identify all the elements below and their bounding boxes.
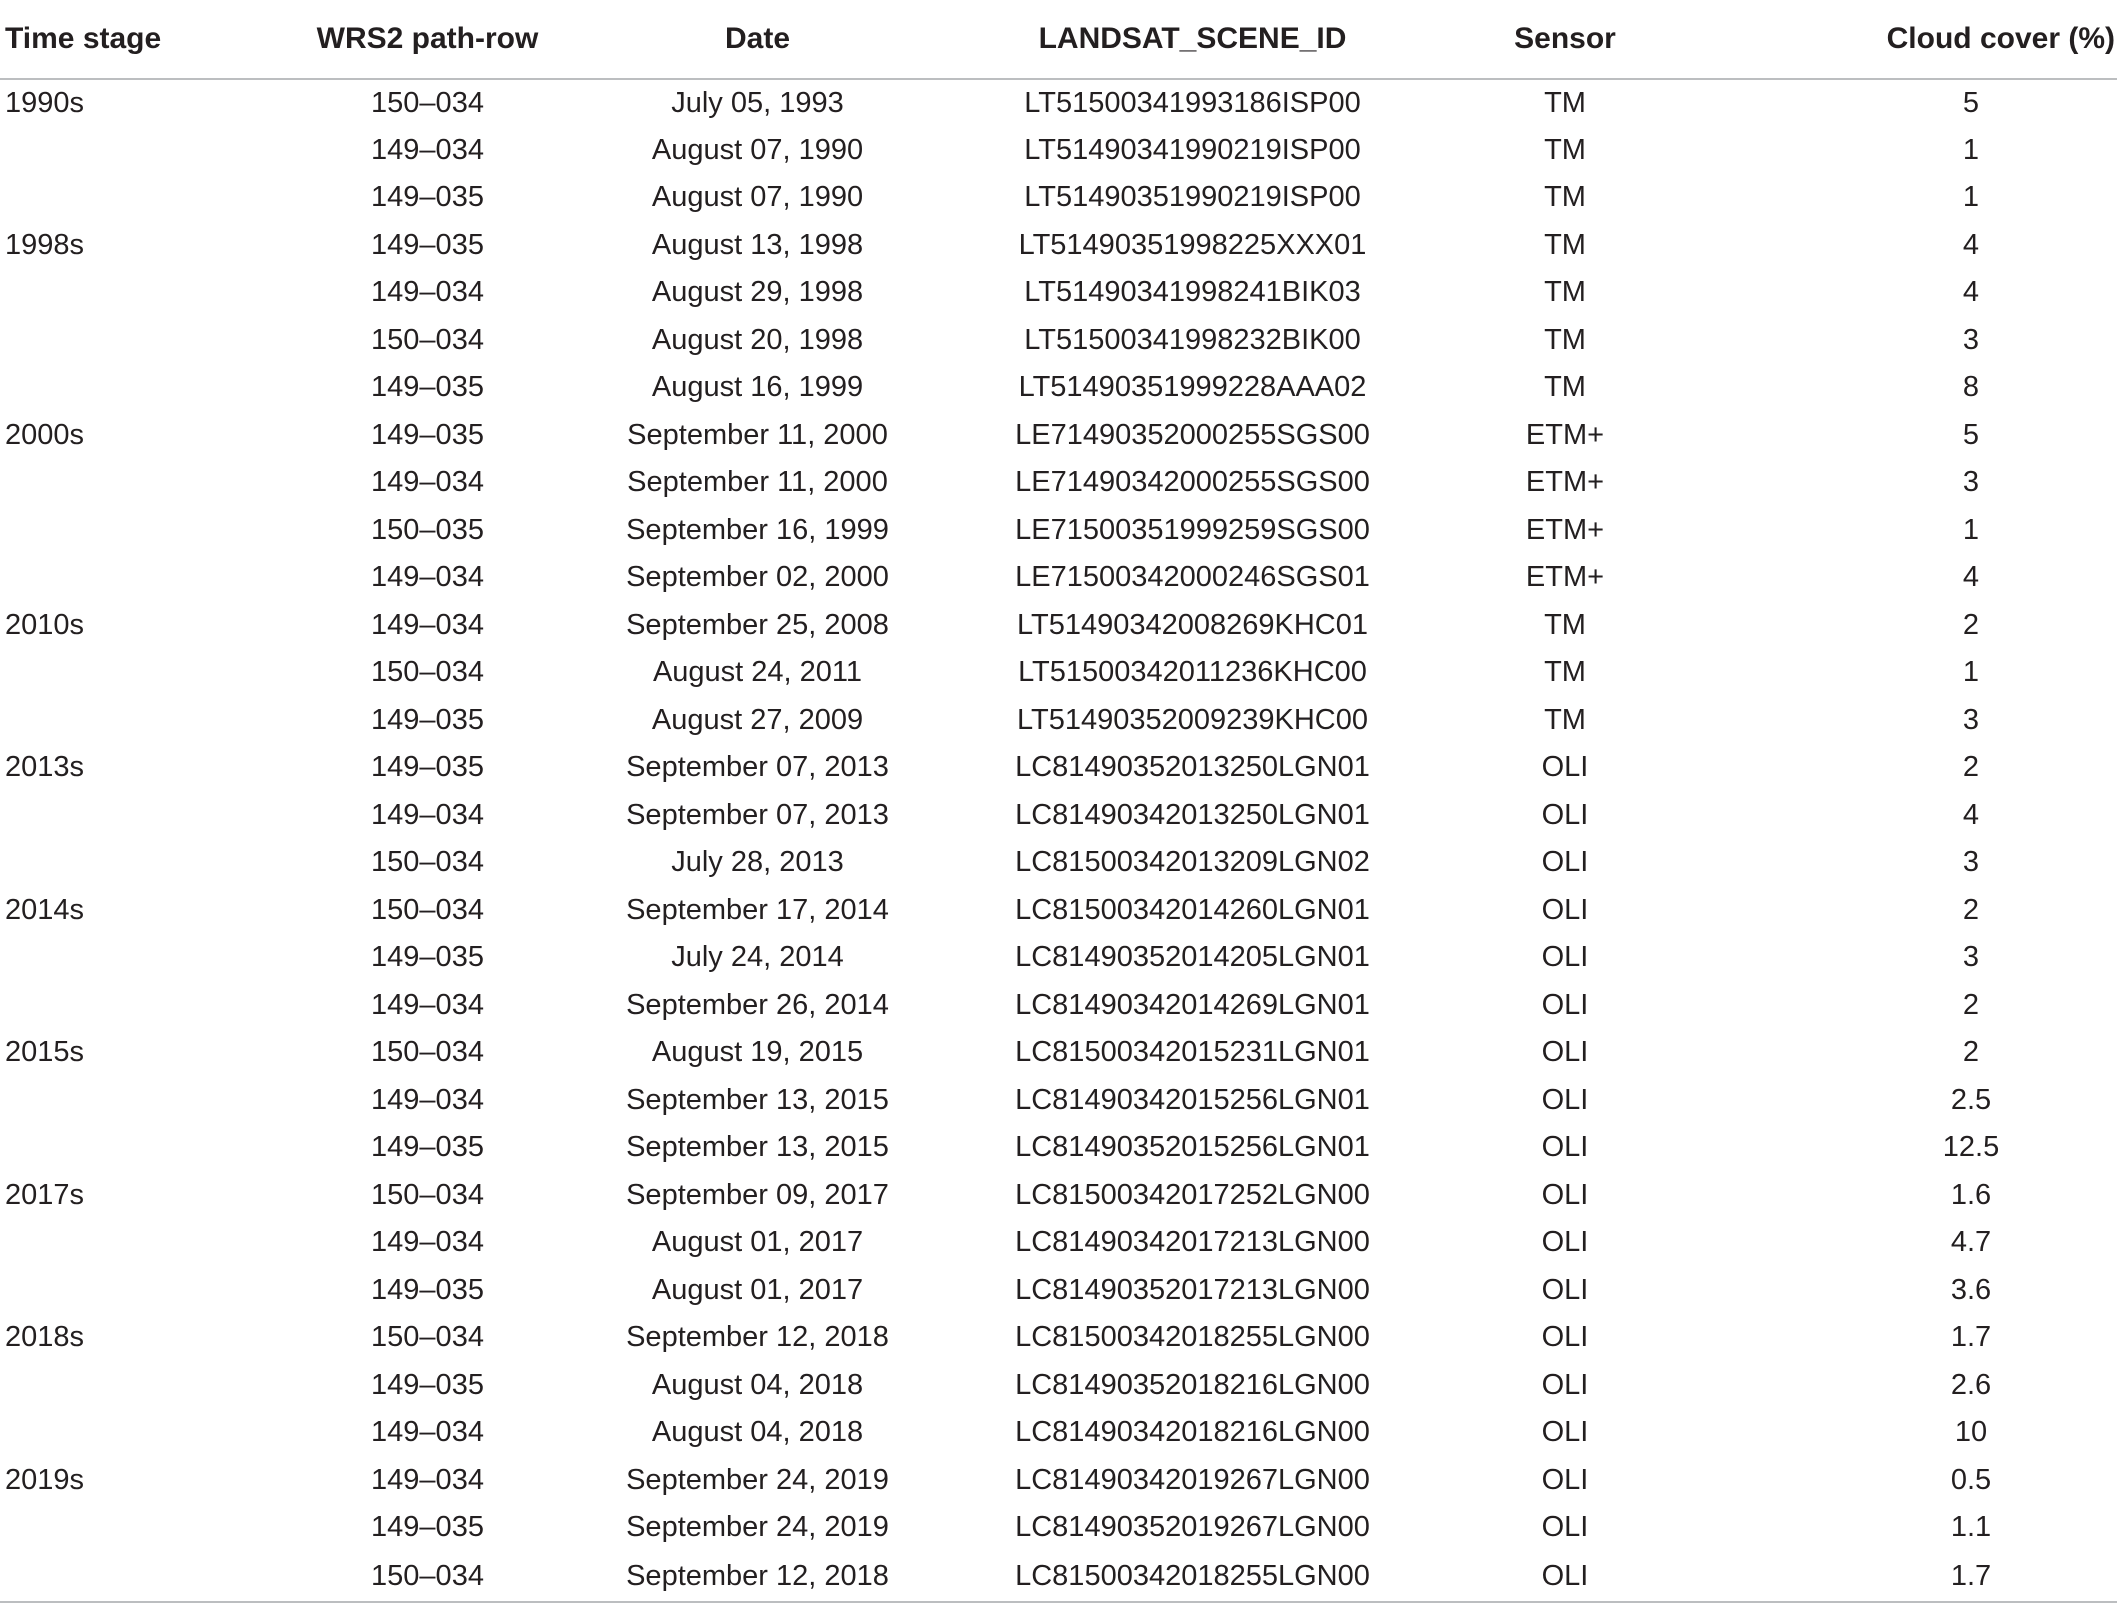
cell-path-row: 149–035 (371, 418, 484, 451)
cell-scene-id: LT51490342008269KHC01 (1017, 608, 1368, 641)
cell-scene-id: LT51490341990219ISP00 (1024, 133, 1361, 166)
cell-path-row: 149–035 (371, 1511, 484, 1544)
header-landsat-scene-id: LANDSAT_SCENE_ID (920, 0, 1465, 79)
table-row (0, 79, 2117, 127)
cell-scene-id: LE71500342000246SGS01 (1015, 561, 1370, 594)
cell-scene-id: LT51490341998241BIK03 (1024, 276, 1361, 309)
cell-date: September 25, 2008 (626, 608, 889, 641)
cell-sensor: OLI (1541, 1131, 1589, 1164)
cell-sensor: OLI (1541, 798, 1589, 831)
table-header (0, 0, 2117, 79)
table-row (0, 1409, 2117, 1457)
cell-cloud-cover: 2 (1962, 751, 1980, 784)
cell-date: September 24, 2019 (626, 1463, 889, 1496)
cell-cloud-cover: 3 (1962, 703, 1980, 736)
cell-time-stage (0, 934, 260, 982)
cell-date: September 17, 2014 (626, 893, 889, 926)
cell-time-stage (0, 1409, 260, 1457)
header-date: Date (595, 0, 920, 79)
cell-time-stage (0, 839, 260, 887)
cell-time-stage (0, 1504, 260, 1552)
cell-date: August 24, 2011 (652, 656, 863, 689)
cell-time-stage: 2019s (5, 1463, 85, 1496)
cell-path-row: 149–035 (371, 1131, 484, 1164)
cell-scene-id: LC81500342018255LGN00 (920, 1552, 1465, 1602)
cell-cloud-cover: 1.7 (1950, 1321, 1992, 1354)
cell-sensor: ETM+ (1525, 513, 1605, 546)
cell-scene-id: LT51490351999228AAA02 (1018, 371, 1367, 404)
cell-path-row: 149–035 (371, 181, 484, 214)
cell-date: July 05, 1993 (671, 86, 844, 119)
cell-scene-id: LC81500342013209LGN02 (1015, 846, 1370, 879)
cell-sensor: OLI (1541, 1178, 1589, 1211)
table-row (0, 982, 2117, 1030)
header-time-stage: Time stage (0, 0, 260, 79)
cell-date: September 16, 1999 (626, 513, 889, 546)
cell-date: September 02, 2000 (626, 561, 889, 594)
cell-cloud-cover: 2.5 (1950, 1083, 1992, 1116)
cell-scene-id: LE71490352000255SGS00 (1015, 418, 1370, 451)
cell-path-row: 150–034 (371, 1321, 484, 1354)
table-row (0, 1457, 2117, 1505)
cell-sensor: ETM+ (1525, 561, 1605, 594)
table-row (0, 887, 2117, 935)
cell-cloud-cover: 4 (1962, 276, 1980, 309)
cell-path-row: 149–034 (371, 1083, 484, 1116)
cell-time-stage (0, 1552, 260, 1602)
cell-path-row: 150–034 (371, 86, 484, 119)
cell-cloud-cover: 1.6 (1950, 1178, 1992, 1211)
cell-cloud-cover: 5 (1962, 418, 1980, 451)
cell-date: August 16, 1999 (651, 371, 864, 404)
cell-path-row: 150–035 (371, 513, 484, 546)
cell-sensor: OLI (1541, 1416, 1589, 1449)
cell-path-row: 150–034 (371, 1036, 484, 1069)
cell-path-row: 149–035 (371, 228, 484, 261)
cell-sensor: OLI (1541, 751, 1589, 784)
table-body (0, 79, 2117, 1602)
cell-scene-id: LT51490351998225XXX01 (1018, 228, 1367, 261)
cell-scene-id: LT51490352009239KHC00 (1017, 703, 1368, 736)
cell-time-stage (0, 649, 260, 697)
cell-scene-id: LC81490352014205LGN01 (1015, 941, 1370, 974)
cell-path-row: 149–035 (371, 941, 484, 974)
cell-path-row: 149–034 (371, 1463, 484, 1496)
cell-sensor: TM (1544, 703, 1586, 736)
cell-sensor: OLI (1541, 846, 1589, 879)
cell-sensor: ETM+ (1525, 466, 1605, 499)
cell-scene-id: LC81490352017213LGN00 (1015, 1273, 1370, 1306)
cell-cloud-cover: 10 (1954, 1416, 1988, 1449)
cell-sensor: OLI (1541, 1321, 1589, 1354)
cell-time-stage: 1990s (5, 86, 85, 119)
cell-date: August 01, 2017 (651, 1273, 864, 1306)
cell-path-row: 150–034 (371, 1178, 484, 1211)
cell-cloud-cover: 4 (1962, 228, 1980, 261)
cell-sensor: TM (1544, 133, 1586, 166)
cell-cloud-cover: 2 (1962, 893, 1980, 926)
cell-date: August 04, 2018 (651, 1368, 864, 1401)
cell-sensor: OLI (1541, 1463, 1589, 1496)
cell-sensor: OLI (1541, 1511, 1589, 1544)
table-row (0, 839, 2117, 887)
cell-path-row: 149–035 (371, 371, 484, 404)
cell-date: September 12, 2018 (626, 1321, 889, 1354)
cell-date: September 26, 2014 (626, 988, 889, 1021)
cell-sensor: OLI (1541, 941, 1589, 974)
table-row (0, 317, 2117, 365)
cell-time-stage: 2010s (5, 608, 85, 641)
cell-date: August 19, 2015 (651, 1036, 864, 1069)
table-row (0, 174, 2117, 222)
cell-scene-id: LE71490342000255SGS00 (1015, 466, 1370, 499)
cell-time-stage: 2014s (5, 893, 85, 926)
table-row (0, 1219, 2117, 1267)
cell-time-stage (0, 1267, 260, 1315)
cell-scene-id: LC81490352015256LGN01 (1015, 1131, 1370, 1164)
cell-date: September 09, 2017 (626, 1178, 889, 1211)
cell-date: September 11, 2000 (627, 418, 888, 451)
cell-path-row: 149–034 (371, 276, 484, 309)
cell-path-row: 149–034 (371, 466, 484, 499)
cell-date: August 27, 2009 (651, 703, 864, 736)
table-row (0, 1172, 2117, 1220)
cell-scene-id: LT51500341993186ISP00 (1024, 86, 1361, 119)
cell-cloud-cover: 8 (1962, 371, 1980, 404)
cell-sensor: ETM+ (1525, 418, 1605, 451)
cell-time-stage (0, 507, 260, 555)
table-row (0, 792, 2117, 840)
cell-path-row: 149–034 (371, 133, 484, 166)
cell-cloud-cover: 4 (1962, 798, 1980, 831)
cell-date: August 07, 1990 (651, 181, 864, 214)
cell-time-stage (0, 1077, 260, 1125)
cell-scene-id: LC81500342015231LGN01 (1015, 1036, 1370, 1069)
cell-path-row: 149–034 (371, 988, 484, 1021)
cell-path-row: 149–035 (371, 703, 484, 736)
table-row (0, 412, 2117, 460)
cell-scene-id: LT51490351990219ISP00 (1024, 181, 1361, 214)
cell-cloud-cover: 1 (1962, 133, 1980, 166)
cell-path-row: 149–035 (371, 1273, 484, 1306)
cell-cloud-cover: 3 (1962, 466, 1980, 499)
cell-cloud-cover: 4 (1962, 561, 1980, 594)
cell-date: September 13, 2015 (626, 1131, 889, 1164)
cell-scene-id: LT51500341998232BIK00 (1024, 323, 1361, 356)
cell-scene-id: LC81490342014269LGN01 (1015, 988, 1370, 1021)
cell-cloud-cover: 1 (1962, 181, 1980, 214)
cell-cloud-cover: 4.7 (1950, 1226, 1992, 1259)
header-row (0, 0, 2117, 79)
cell-sensor: TM (1544, 276, 1586, 309)
table-row (0, 364, 2117, 412)
cell-path-row: 149–034 (371, 1416, 484, 1449)
cell-time-stage (0, 1362, 260, 1410)
table-row (0, 934, 2117, 982)
table-row (0, 554, 2117, 602)
cell-cloud-cover: 3 (1962, 323, 1980, 356)
cell-scene-id: LC81500342014260LGN01 (1015, 893, 1370, 926)
cell-path-row: 149–034 (371, 798, 484, 831)
cell-cloud-cover: 3 (1962, 941, 1980, 974)
table-row (0, 222, 2117, 270)
cell-path-row: 149–034 (371, 608, 484, 641)
cell-scene-id: LC81500342017252LGN00 (1015, 1178, 1370, 1211)
cell-date: September 07, 2013 (626, 751, 889, 784)
cell-time-stage: 2017s (5, 1178, 85, 1211)
header-wrs2-path-row: WRS2 path-row (260, 0, 595, 79)
header-sensor: Sensor (1465, 0, 1665, 79)
cell-cloud-cover: 5 (1962, 86, 1980, 119)
cell-path-row: 149–034 (371, 561, 484, 594)
cell-sensor: TM (1544, 323, 1586, 356)
cell-scene-id: LC81490342019267LGN00 (1015, 1463, 1370, 1496)
cell-date: August 20, 1998 (651, 323, 864, 356)
cell-sensor: OLI (1541, 893, 1589, 926)
cell-cloud-cover: 1.7 (1665, 1552, 2117, 1602)
cell-date: August 01, 2017 (651, 1226, 864, 1259)
cell-path-row: 150–034 (260, 1552, 595, 1602)
cell-time-stage (0, 269, 260, 317)
cell-time-stage (0, 792, 260, 840)
cell-path-row: 150–034 (371, 846, 484, 879)
cell-date: July 24, 2014 (671, 941, 844, 974)
cell-time-stage (0, 1124, 260, 1172)
cell-time-stage: 2000s (5, 418, 85, 451)
cell-sensor: OLI (1465, 1552, 1665, 1602)
cell-path-row: 150–034 (371, 893, 484, 926)
cell-sensor: TM (1544, 608, 1586, 641)
table-row (0, 459, 2117, 507)
cell-scene-id: LT51500342011236KHC00 (1018, 656, 1367, 689)
table-row (0, 1029, 2117, 1077)
cell-sensor: OLI (1541, 988, 1589, 1021)
cell-cloud-cover: 3 (1962, 846, 1980, 879)
table-row (0, 697, 2117, 745)
cell-date: August 29, 1998 (651, 276, 864, 309)
cell-date: September 12, 2018 (595, 1552, 920, 1602)
cell-time-stage (0, 1219, 260, 1267)
cell-scene-id: LC81490342013250LGN01 (1015, 798, 1370, 831)
cell-cloud-cover: 1 (1962, 656, 1980, 689)
table-row (0, 744, 2117, 792)
cell-date: September 24, 2019 (626, 1511, 889, 1544)
cell-cloud-cover: 1.1 (1950, 1511, 1992, 1544)
table-row (0, 1077, 2117, 1125)
cell-time-stage: 2018s (5, 1321, 85, 1354)
table-row (0, 1124, 2117, 1172)
cell-scene-id: LC81500342018255LGN00 (1015, 1321, 1370, 1354)
table-row (0, 1267, 2117, 1315)
cell-sensor: OLI (1541, 1036, 1589, 1069)
cell-sensor: TM (1544, 86, 1586, 119)
cell-sensor: OLI (1541, 1368, 1589, 1401)
cell-sensor: OLI (1541, 1273, 1589, 1306)
table-row (0, 1552, 2117, 1602)
cell-time-stage: 2015s (5, 1036, 85, 1069)
cell-sensor: TM (1544, 228, 1586, 261)
cell-time-stage (0, 554, 260, 602)
table-row (0, 649, 2117, 697)
table-row (0, 1314, 2117, 1362)
table-row (0, 1504, 2117, 1552)
header-cloud-cover: Cloud cover (%) (1665, 0, 2117, 79)
cell-cloud-cover: 0.5 (1950, 1463, 1992, 1496)
table-row (0, 507, 2117, 555)
cell-sensor: OLI (1541, 1083, 1589, 1116)
cell-path-row: 150–034 (371, 323, 484, 356)
cell-cloud-cover: 2.6 (1950, 1368, 1992, 1401)
cell-date: August 07, 1990 (651, 133, 864, 166)
cell-scene-id: LC81490342018216LGN00 (1015, 1416, 1370, 1449)
cell-date: September 13, 2015 (626, 1083, 889, 1116)
cell-sensor: TM (1544, 181, 1586, 214)
cell-cloud-cover: 1 (1962, 513, 1980, 546)
cell-time-stage: 2013s (5, 751, 85, 784)
cell-time-stage: 1998s (5, 228, 85, 261)
cell-sensor: OLI (1541, 1226, 1589, 1259)
cell-scene-id: LC81490352018216LGN00 (1015, 1368, 1370, 1401)
cell-time-stage (0, 317, 260, 365)
cell-date: August 13, 1998 (651, 228, 864, 261)
cell-time-stage (0, 127, 260, 175)
cell-path-row: 149–035 (371, 751, 484, 784)
table-row (0, 269, 2117, 317)
cell-time-stage (0, 459, 260, 507)
cell-scene-id: LC81490342017213LGN00 (1015, 1226, 1370, 1259)
cell-cloud-cover: 3.6 (1950, 1273, 1992, 1306)
cell-sensor: TM (1544, 656, 1586, 689)
cell-sensor: TM (1544, 371, 1586, 404)
cell-cloud-cover: 2 (1962, 988, 1980, 1021)
cell-time-stage (0, 982, 260, 1030)
cell-scene-id: LE71500351999259SGS00 (1015, 513, 1370, 546)
cell-scene-id: LC81490352019267LGN00 (1015, 1511, 1370, 1544)
cell-path-row: 149–034 (371, 1226, 484, 1259)
cell-time-stage (0, 364, 260, 412)
cell-cloud-cover: 12.5 (1942, 1131, 2000, 1164)
cell-cloud-cover: 2 (1962, 1036, 1980, 1069)
cell-time-stage (0, 174, 260, 222)
cell-date: September 11, 2000 (627, 466, 888, 499)
table-row (0, 1362, 2117, 1410)
cell-date: August 04, 2018 (651, 1416, 864, 1449)
cell-scene-id: LC81490342015256LGN01 (1015, 1083, 1370, 1116)
cell-date: July 28, 2013 (671, 846, 844, 879)
cell-path-row: 150–034 (371, 656, 484, 689)
cell-path-row: 149–035 (371, 1368, 484, 1401)
cell-time-stage (0, 697, 260, 745)
cell-scene-id: LC81490352013250LGN01 (1015, 751, 1370, 784)
cell-date: September 07, 2013 (626, 798, 889, 831)
cell-cloud-cover: 2 (1962, 608, 1980, 641)
table-row (0, 127, 2117, 175)
table-row (0, 602, 2117, 650)
